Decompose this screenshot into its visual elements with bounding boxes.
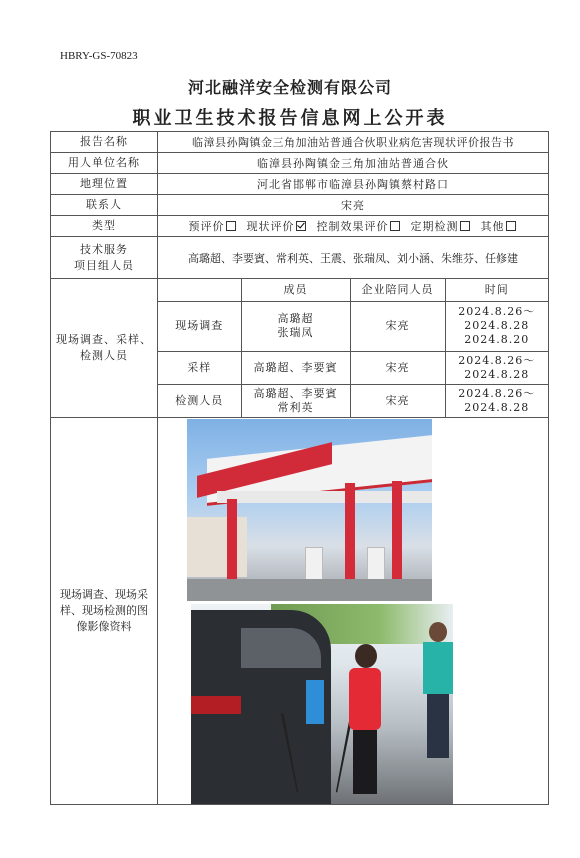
type-option-periodic: 定期检测	[411, 220, 472, 233]
row-location	[51, 174, 549, 195]
company-name: 河北融洋安全检测有限公司	[187, 78, 392, 97]
row-survey	[51, 279, 549, 418]
info-table	[50, 131, 549, 805]
survey-item-members: 高璐超、李要賓 常利英	[241, 384, 350, 417]
employer-label: 用人单位名称	[51, 153, 158, 174]
document-number: HBRY-GS-70823	[60, 50, 138, 62]
survey-header-blank	[158, 279, 241, 301]
survey-header-row	[158, 279, 548, 301]
survey-row-investigation	[158, 301, 548, 351]
survey-item-name: 检测人员	[158, 384, 241, 417]
form-title: 职业卫生技术报告信息网上公开表	[132, 108, 448, 129]
report-name-value: 临漳县孙陶镇金三角加油站普通合伙职业病危害现状评价报告书	[158, 132, 549, 153]
survey-item-escort: 宋亮	[350, 384, 445, 417]
type-option-control: 控制效果评价	[317, 220, 402, 233]
checkbox-status-evaluation[interactable]	[296, 221, 306, 231]
survey-item-name: 现场调查	[158, 301, 241, 351]
images-label: 现场调查、现场采样、现场检测的图像影像资料	[51, 418, 158, 805]
contact-label: 联系人	[51, 195, 158, 216]
survey-row-detection	[158, 384, 548, 417]
type-option-other: 其他	[481, 220, 518, 233]
survey-row-sampling	[158, 351, 548, 384]
survey-header-escort: 企业陪同人员	[350, 279, 445, 301]
survey-item-name: 采样	[158, 351, 241, 384]
survey-item-escort: 宋亮	[350, 351, 445, 384]
survey-header-time: 时间	[445, 279, 548, 301]
survey-label: 现场调查、采样、 检测人员	[51, 279, 158, 418]
checkbox-periodic-detection[interactable]	[460, 221, 470, 231]
sampling-photo	[191, 604, 453, 804]
type-label: 类型	[51, 216, 158, 237]
survey-table	[158, 279, 548, 417]
row-images	[51, 418, 549, 805]
row-team	[51, 237, 549, 279]
survey-item-time: 2024.8.26～ 2024.8.28	[445, 384, 548, 417]
images-cell	[158, 418, 549, 805]
checkbox-pre-evaluation[interactable]	[226, 221, 236, 231]
type-option-pre: 预评价	[189, 220, 238, 233]
row-report-name	[51, 132, 549, 153]
gas-station-photo	[187, 419, 432, 601]
location-label: 地理位置	[51, 174, 158, 195]
contact-value: 宋亮	[158, 195, 549, 216]
type-options	[158, 216, 549, 237]
survey-item-escort: 宋亮	[350, 301, 445, 351]
survey-item-time: 2024.8.26～ 2024.8.28	[445, 351, 548, 384]
team-label: 技术服务 项目组人员	[51, 237, 158, 279]
survey-header-members: 成员	[241, 279, 350, 301]
checkbox-other[interactable]	[506, 221, 516, 231]
team-value: 高璐超、李要賓、常利英、王震、张瑞凤、刘小涵、朱维芬、任修建	[158, 237, 549, 279]
location-value: 河北省邯郸市临漳县孙陶镇蔡村路口	[158, 174, 549, 195]
survey-item-members: 高璐超 张瑞凤	[241, 301, 350, 351]
survey-item-members: 高璐超、李要賓	[241, 351, 350, 384]
checkbox-control-evaluation[interactable]	[390, 221, 400, 231]
row-type	[51, 216, 549, 237]
type-option-status: 现状评价	[247, 220, 308, 233]
employer-value: 临漳县孙陶镇金三角加油站普通合伙	[158, 153, 549, 174]
survey-item-time: 2024.8.26～ 2024.8.28 2024.8.20	[445, 301, 548, 351]
report-name-label: 报告名称	[51, 132, 158, 153]
row-employer	[51, 153, 549, 174]
row-contact	[51, 195, 549, 216]
survey-cell	[158, 279, 549, 418]
